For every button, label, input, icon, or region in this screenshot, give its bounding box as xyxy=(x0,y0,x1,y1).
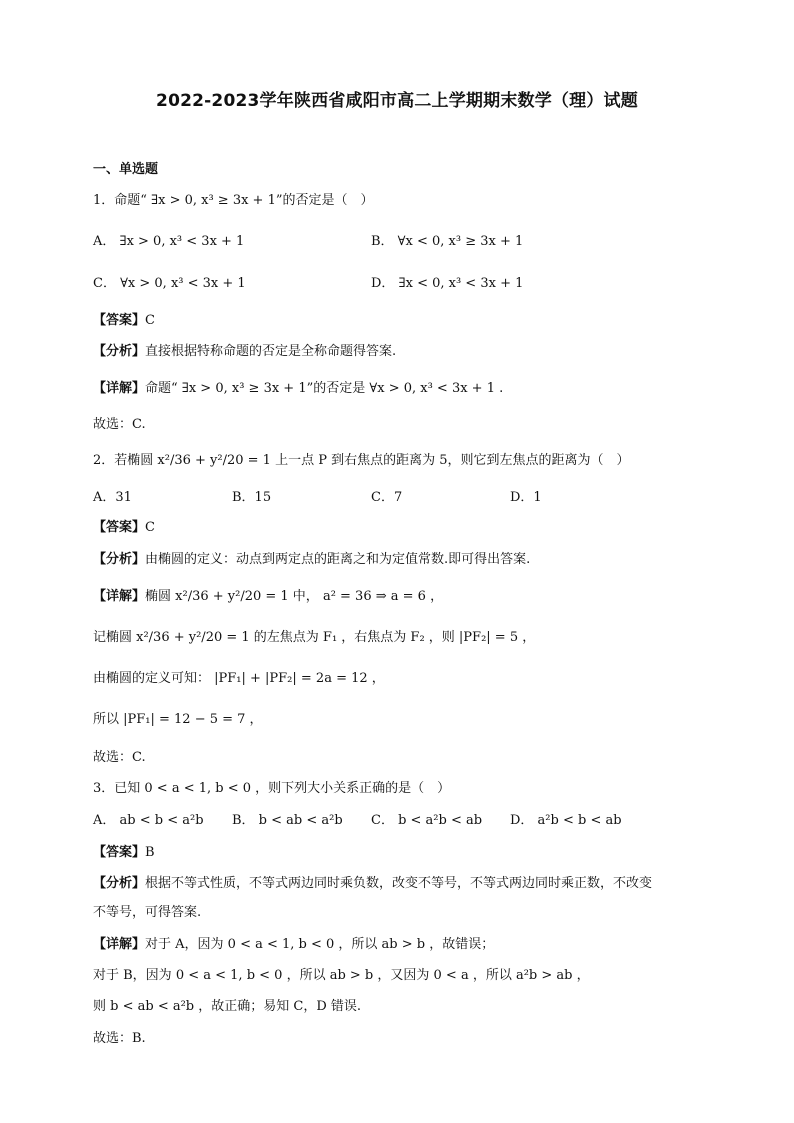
q3-option-d: D． a²b < b < ab xyxy=(510,813,622,828)
analysis-tag: 【分析】 xyxy=(93,552,146,567)
q2-option-b: B．15 xyxy=(232,490,272,505)
q3-answer xyxy=(93,844,714,862)
q1-analysis xyxy=(93,343,714,361)
question-2-stem: 2．若椭圆 x²/36 + y²/20 = 1 上一点 P 到右焦点的距离为 5，则它到左焦点的距离为（ ） xyxy=(93,453,630,468)
answer-tag: 【答案】 xyxy=(93,313,146,328)
q2-detail-4: 所以 |PF₁| = 12 − 5 = 7 ， xyxy=(93,712,263,727)
q3-detail-1 xyxy=(93,936,714,954)
q2-option-a: A．31 xyxy=(93,490,132,505)
question-3-stem: 3．已知 0 < a < 1, b < 0 ，则下列大小关系正确的是（ ） xyxy=(93,781,451,796)
q2-detail-1 xyxy=(93,588,714,606)
q1-option-d: D． ∃x < 0, x³ < 3x + 1 xyxy=(371,276,524,291)
question-1-stem: 1．命题“ ∃x > 0, x³ ≥ 3x + 1”的否定是（ ） xyxy=(93,193,374,208)
q2-option-c: C．7 xyxy=(371,490,403,505)
q2-detail-3: 由椭圆的定义可知： |PF₁| + |PF₂| = 2a = 12 ， xyxy=(93,671,385,686)
answer-tag: 【答案】 xyxy=(93,845,146,860)
q3-analysis-1 xyxy=(93,875,714,893)
q3-detail-2: 对于 B，因为 0 < a < 1, b < 0 ，所以 ab > b ，又因为 0 < a ，所以 a²b > ab ， xyxy=(93,968,590,983)
q1-option-c: C． ∀x > 0, x³ < 3x + 1 xyxy=(93,276,246,291)
q1-detail xyxy=(93,380,714,398)
analysis-text: 由椭圆的定义：动点到两定点的距离之和为定值常数.即可得出答案. xyxy=(145,552,531,567)
answer-tag: 【答案】 xyxy=(93,520,146,535)
answer-value: B xyxy=(145,845,155,860)
analysis-text: 直接根据特称命题的否定是全称命题得答案. xyxy=(145,344,397,359)
q2-answer xyxy=(93,519,714,537)
answer-value: C xyxy=(145,520,155,535)
q3-choose: 故选：B. xyxy=(93,1031,146,1046)
page-title: 2022-2023学年陕西省咸阳市高二上学期期末数学（理）试题 xyxy=(156,91,638,111)
q3-detail-3: 则 b < ab < a²b ，故正确；易知 C，D 错误. xyxy=(93,999,362,1014)
q1-option-a: A． ∃x > 0, x³ < 3x + 1 xyxy=(93,234,245,249)
analysis-tag: 【分析】 xyxy=(93,344,146,359)
answer-value: C xyxy=(145,313,155,328)
q2-choose: 故选：C. xyxy=(93,750,146,765)
q2-detail-2: 记椭圆 x²/36 + y²/20 = 1 的左焦点为 F₁ ，右焦点为 F₂ ，则 |PF₂| = 5 ， xyxy=(93,630,536,645)
q1-option-b: B． ∀x < 0, x³ ≥ 3x + 1 xyxy=(371,234,524,249)
section-heading: 一、单选题 xyxy=(93,162,159,177)
q3-option-b: B． b < ab < a²b xyxy=(232,813,343,828)
q3-analysis-2: 不等号，可得答案. xyxy=(93,905,202,920)
analysis-text: 根据不等式性质，不等式两边同时乘负数，改变不等号，不等式两边同时乘正数，不改变 xyxy=(145,876,653,891)
detail-tag: 【详解】 xyxy=(93,937,146,952)
detail-text: 椭圆 x²/36 + y²/20 = 1 中， a² = 36 ⇒ a = 6 ， xyxy=(145,589,444,604)
q1-answer xyxy=(93,312,714,330)
detail-tag: 【详解】 xyxy=(93,381,146,396)
q3-option-a: A． ab < b < a²b xyxy=(93,813,204,828)
detail-text: 命题“ ∃x > 0, x³ ≥ 3x + 1”的否定是 ∀x > 0, x³ < 3x + 1 . xyxy=(145,381,504,396)
q1-choose: 故选：C. xyxy=(93,417,146,432)
q3-option-c: C． b < a²b < ab xyxy=(371,813,483,828)
q2-option-d: D．1 xyxy=(510,490,542,505)
detail-text: 对于 A，因为 0 < a < 1, b < 0 ，所以 ab > b ，故错误； xyxy=(145,937,495,952)
detail-tag: 【详解】 xyxy=(93,589,146,604)
analysis-tag: 【分析】 xyxy=(93,876,146,891)
q2-analysis xyxy=(93,551,714,569)
